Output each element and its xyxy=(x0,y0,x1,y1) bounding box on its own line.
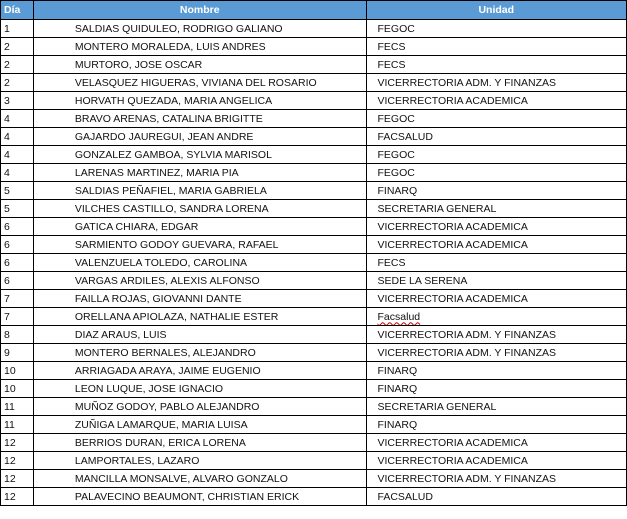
dia-cell[interactable]: 9 xyxy=(1,344,34,362)
unidad-cell[interactable]: FEGOC xyxy=(366,20,626,38)
unidad-cell[interactable]: VICERRECTORIA ACADEMICA xyxy=(366,92,626,110)
dia-cell[interactable]: 2 xyxy=(1,74,34,92)
table-row xyxy=(1,272,627,290)
table-row xyxy=(1,344,627,362)
table-row xyxy=(1,56,627,74)
nombre-cell[interactable]: GAJARDO JAUREGUI, JEAN ANDRE xyxy=(33,128,366,146)
dia-cell[interactable]: 7 xyxy=(1,308,34,326)
nombre-cell[interactable]: VARGAS ARDILES, ALEXIS ALFONSO xyxy=(33,272,366,290)
unidad-cell[interactable]: FACSALUD xyxy=(366,128,626,146)
nombre-cell[interactable]: MURTORO, JOSE OSCAR xyxy=(33,56,366,74)
dia-cell[interactable]: 4 xyxy=(1,146,34,164)
nombre-cell[interactable]: SALDIAS QUIDULEO, RODRIGO GALIANO xyxy=(33,20,366,38)
dia-cell[interactable]: 2 xyxy=(1,56,34,74)
unidad-cell[interactable]: VICERRECTORIA ACADEMICA xyxy=(366,434,626,452)
unidad-cell[interactable]: FEGOC xyxy=(366,146,626,164)
nombre-cell[interactable]: ZUÑIGA LAMARQUE, MARIA LUISA xyxy=(33,416,366,434)
table-row xyxy=(1,218,627,236)
nombre-cell[interactable]: VALENZUELA TOLEDO, CAROLINA xyxy=(33,254,366,272)
table-row xyxy=(1,398,627,416)
dia-cell[interactable]: 11 xyxy=(1,416,34,434)
table-row xyxy=(1,362,627,380)
dia-cell[interactable]: 8 xyxy=(1,326,34,344)
dia-cell[interactable]: 11 xyxy=(1,398,34,416)
table-row xyxy=(1,74,627,92)
nombre-cell[interactable]: HORVATH QUEZADA, MARIA ANGELICA xyxy=(33,92,366,110)
unidad-cell[interactable]: VICERRECTORIA ADM. Y FINANZAS xyxy=(366,470,626,488)
unidad-cell[interactable]: VICERRECTORIA ACADEMICA xyxy=(366,236,626,254)
dia-cell[interactable]: 3 xyxy=(1,92,34,110)
table-row xyxy=(1,488,627,506)
dia-cell[interactable]: 4 xyxy=(1,128,34,146)
unidad-cell[interactable]: FECS xyxy=(366,56,626,74)
nombre-cell[interactable]: VELASQUEZ HIGUERAS, VIVIANA DEL ROSARIO xyxy=(33,74,366,92)
nombre-cell[interactable]: PALAVECINO BEAUMONT, CHRISTIAN ERICK xyxy=(33,488,366,506)
unidad-cell[interactable]: FINARQ xyxy=(366,182,626,200)
table-row xyxy=(1,164,627,182)
header-row xyxy=(1,1,627,20)
table-row xyxy=(1,236,627,254)
dia-cell[interactable]: 4 xyxy=(1,110,34,128)
nombre-cell[interactable]: SALDIAS PEÑAFIEL, MARIA GABRIELA xyxy=(33,182,366,200)
unidad-cell[interactable]: VICERRECTORIA ACADEMICA xyxy=(366,452,626,470)
table-row xyxy=(1,308,627,326)
nombre-cell[interactable]: MANCILLA MONSALVE, ALVARO GONZALO xyxy=(33,470,366,488)
table-row xyxy=(1,20,627,38)
dia-cell[interactable]: 6 xyxy=(1,236,34,254)
table-row xyxy=(1,38,627,56)
nombre-cell[interactable]: MUÑOZ GODOY, PABLO ALEJANDRO xyxy=(33,398,366,416)
nombre-cell[interactable]: LEON LUQUE, JOSE IGNACIO xyxy=(33,380,366,398)
dia-cell[interactable]: 7 xyxy=(1,290,34,308)
table-row xyxy=(1,128,627,146)
nombre-cell[interactable]: DIAZ ARAUS, LUIS xyxy=(33,326,366,344)
dia-cell[interactable]: 6 xyxy=(1,218,34,236)
dia-cell[interactable]: 1 xyxy=(1,20,34,38)
dia-cell[interactable]: 10 xyxy=(1,380,34,398)
dia-cell[interactable]: 2 xyxy=(1,38,34,56)
unidad-cell[interactable]: VICERRECTORIA ADM. Y FINANZAS xyxy=(366,74,626,92)
table-row xyxy=(1,92,627,110)
header-nombre[interactable]: Nombre xyxy=(33,1,366,20)
unidad-cell[interactable]: FECS xyxy=(366,254,626,272)
table-row xyxy=(1,470,627,488)
table-row xyxy=(1,146,627,164)
dia-cell[interactable]: 5 xyxy=(1,200,34,218)
nombre-cell[interactable]: MONTERO BERNALES, ALEJANDRO xyxy=(33,344,366,362)
dia-cell[interactable]: 12 xyxy=(1,434,34,452)
unidad-cell[interactable]: Facsalud xyxy=(366,308,626,326)
dia-cell[interactable]: 12 xyxy=(1,470,34,488)
nombre-cell[interactable]: GATICA CHIARA, EDGAR xyxy=(33,218,366,236)
table-row xyxy=(1,434,627,452)
nombre-cell[interactable]: BRAVO ARENAS, CATALINA BRIGITTE xyxy=(33,110,366,128)
nombre-cell[interactable]: MONTERO MORALEDA, LUIS ANDRES xyxy=(33,38,366,56)
nombre-cell[interactable]: ARRIAGADA ARAYA, JAIME EUGENIO xyxy=(33,362,366,380)
table-row xyxy=(1,416,627,434)
unidad-cell[interactable]: FINARQ xyxy=(366,416,626,434)
nombre-cell[interactable]: SARMIENTO GODOY GUEVARA, RAFAEL xyxy=(33,236,366,254)
unidad-cell[interactable]: FACSALUD xyxy=(366,488,626,506)
unidad-cell[interactable]: SECRETARIA GENERAL xyxy=(366,200,626,218)
dia-cell[interactable]: 12 xyxy=(1,452,34,470)
header-unidad[interactable]: Unidad xyxy=(366,1,626,20)
unidad-cell[interactable]: FECS xyxy=(366,38,626,56)
dia-cell[interactable]: 4 xyxy=(1,164,34,182)
unidad-cell[interactable]: FEGOC xyxy=(366,164,626,182)
nombre-cell[interactable]: GONZALEZ GAMBOA, SYLVIA MARISOL xyxy=(33,146,366,164)
header-dia[interactable]: Día xyxy=(1,1,34,20)
table-row xyxy=(1,254,627,272)
table-row xyxy=(1,110,627,128)
unidad-cell[interactable]: VICERRECTORIA ACADEMICA xyxy=(366,218,626,236)
table-row xyxy=(1,326,627,344)
table-row xyxy=(1,200,627,218)
dia-cell[interactable]: 12 xyxy=(1,488,34,506)
table-row xyxy=(1,452,627,470)
dia-cell[interactable]: 6 xyxy=(1,272,34,290)
dia-cell[interactable]: 10 xyxy=(1,362,34,380)
unidad-cell[interactable]: VICERRECTORIA ACADEMICA xyxy=(366,290,626,308)
nombre-cell[interactable]: LAMPORTALES, LAZARO xyxy=(33,452,366,470)
unidad-cell[interactable]: VICERRECTORIA ADM. Y FINANZAS xyxy=(366,344,626,362)
nombre-cell[interactable]: BERRIOS DURAN, ERICA LORENA xyxy=(33,434,366,452)
nombre-cell[interactable]: VILCHES CASTILLO, SANDRA LORENA xyxy=(33,200,366,218)
table-row xyxy=(1,182,627,200)
nombre-cell[interactable]: ORELLANA APIOLAZA, NATHALIE ESTER xyxy=(33,308,366,326)
table-row xyxy=(1,290,627,308)
unidad-cell[interactable]: VICERRECTORIA ADM. Y FINANZAS xyxy=(366,326,626,344)
nombre-cell[interactable]: LARENAS MARTINEZ, MARIA PIA xyxy=(33,164,366,182)
unidad-cell[interactable]: SECRETARIA GENERAL xyxy=(366,398,626,416)
unidad-cell[interactable]: SEDE LA SERENA xyxy=(366,272,626,290)
nombre-cell[interactable]: FAILLA ROJAS, GIOVANNI DANTE xyxy=(33,290,366,308)
table-row xyxy=(1,380,627,398)
dia-cell[interactable]: 5 xyxy=(1,182,34,200)
unidad-cell[interactable]: FINARQ xyxy=(366,362,626,380)
unidad-cell[interactable]: FINARQ xyxy=(366,380,626,398)
unidad-cell[interactable]: FEGOC xyxy=(366,110,626,128)
dia-cell[interactable]: 6 xyxy=(1,254,34,272)
